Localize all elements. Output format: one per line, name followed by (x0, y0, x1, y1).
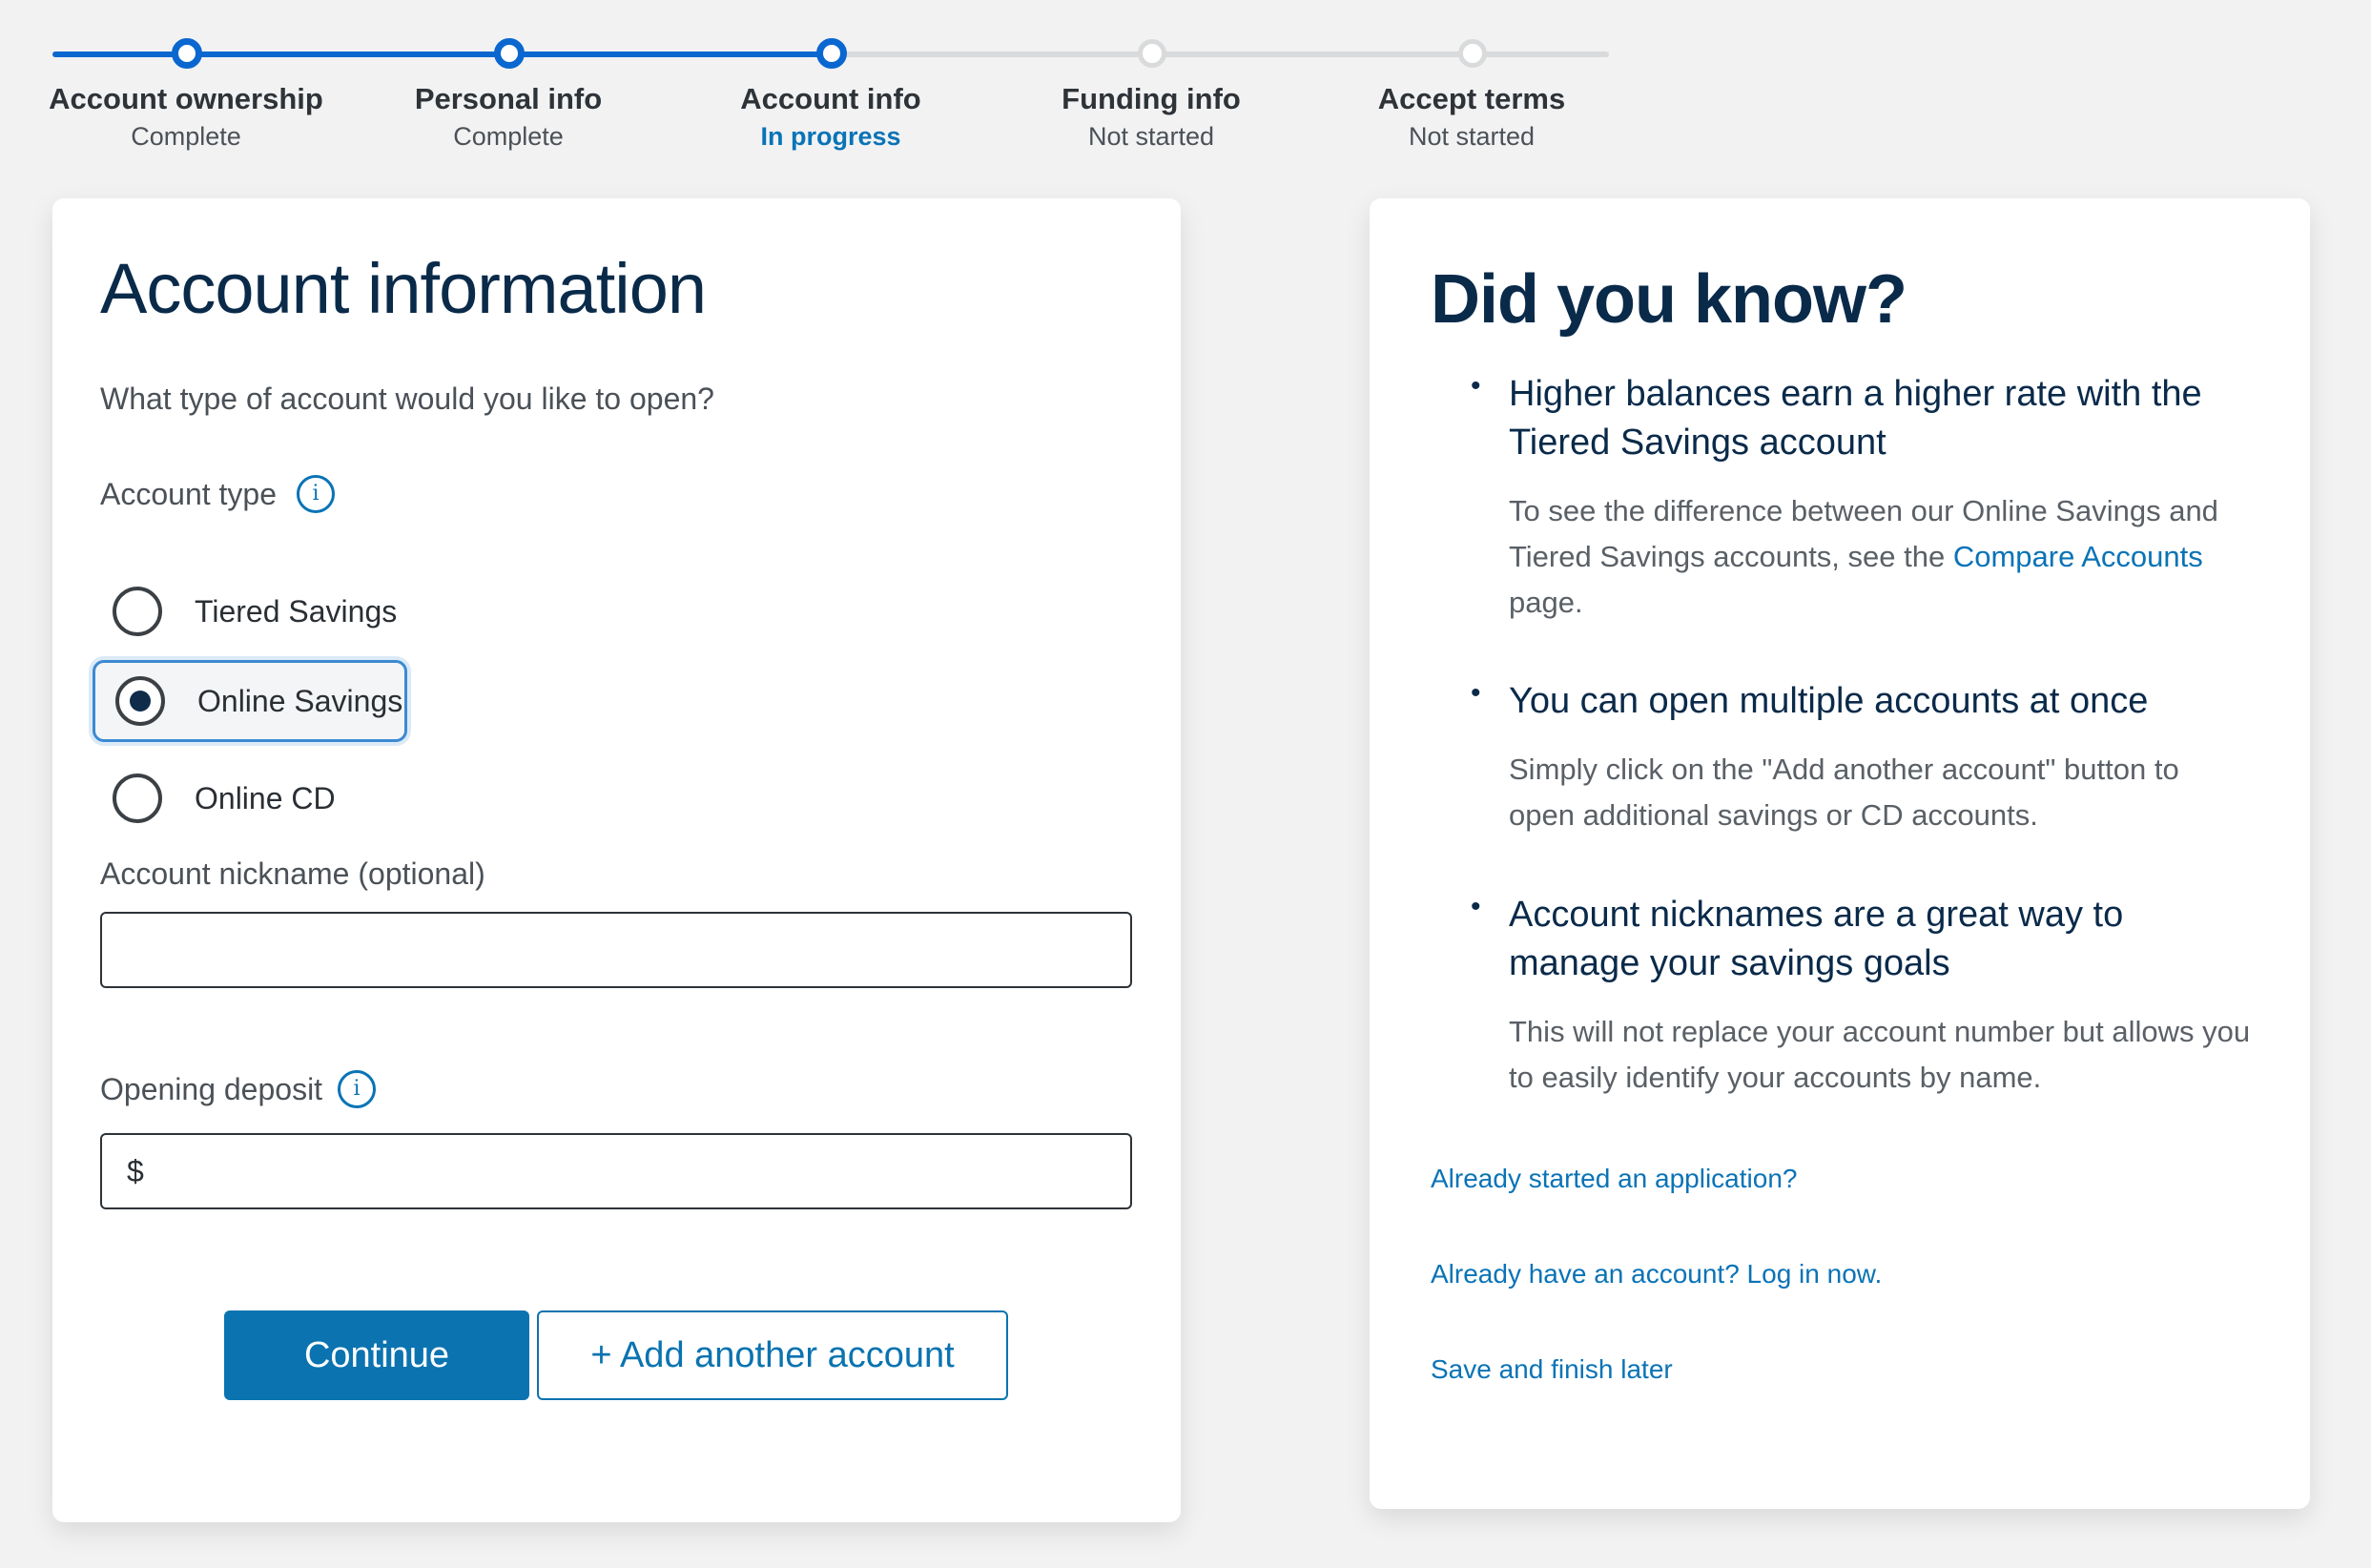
radio-tiered-savings[interactable] (95, 570, 398, 652)
tip-body (1509, 488, 2253, 626)
radio-label: Online Savings (197, 683, 403, 718)
nickname-input[interactable] (100, 912, 1132, 988)
add-another-account-button[interactable]: + Add another account (537, 1310, 1008, 1400)
currency-prefix: $ (127, 1154, 144, 1188)
step-dot-icon (816, 38, 847, 69)
step-status: In progress (760, 122, 901, 151)
did-you-know-title: Did you know? (1431, 261, 1907, 338)
bullet-icon: • (1471, 677, 1481, 709)
step-dot-icon (172, 38, 202, 69)
account-type-label: Account type (100, 477, 277, 511)
tip-heading: Higher balances earn a higher rate with the Tiered Savings account (1509, 374, 2202, 463)
radio-button[interactable] (113, 587, 162, 636)
step-dot-icon (494, 38, 525, 69)
step-name: Personal info (414, 82, 603, 115)
step-name: Accept terms (1377, 82, 1566, 115)
progress-stepper (0, 0, 1640, 172)
tip-heading: Account nicknames are a great way to manage your savings goals (1509, 895, 2124, 983)
tip-higher-balances (1471, 370, 2253, 626)
step-name: Account info (740, 82, 921, 115)
login-link[interactable]: Already have an account? Log in now. (1431, 1259, 1883, 1289)
radio-button[interactable] (113, 774, 162, 823)
page-title: Account information (100, 249, 707, 328)
bullet-icon: • (1471, 370, 1481, 402)
radio-button[interactable] (115, 676, 165, 726)
opening-deposit-label: Opening deposit (100, 1072, 323, 1106)
already-started-application-link[interactable]: Already started an application? (1431, 1164, 1798, 1193)
step-name: Account ownership (49, 82, 323, 115)
save-finish-later-link[interactable]: Save and finish later (1431, 1354, 1673, 1384)
compare-accounts-link[interactable]: Compare Accounts (1952, 540, 2203, 573)
tip-account-nicknames (1471, 891, 2253, 1101)
step-dot-icon (1138, 39, 1166, 68)
tip-body: Simply click on the "Add another account" button to open additional savings or CD accounts. (1509, 753, 2179, 832)
tip-heading: You can open multiple accounts at once (1509, 681, 2149, 721)
account-type-question: What type of account would you like to open? (100, 382, 714, 416)
tip-body: This will not replace your account number but allows you to easily identify your accounts by name. (1509, 1015, 2251, 1094)
step-dot-icon (1458, 39, 1487, 68)
tip-body-text: To see the difference between our Online Savings and Tiered Savings accounts, see the (1509, 494, 2218, 573)
tip-multiple-accounts (1471, 677, 2253, 838)
account-information-card (52, 198, 1181, 1522)
radio-online-cd[interactable] (95, 757, 381, 839)
did-you-know-card (1370, 198, 2310, 1509)
continue-button[interactable]: Continue (224, 1310, 529, 1400)
opening-deposit-info-icon[interactable]: i (338, 1070, 376, 1108)
step-status: Complete (131, 122, 241, 151)
account-type-info-icon[interactable]: i (297, 475, 335, 513)
opening-deposit-input[interactable] (100, 1133, 1132, 1209)
tip-body-text: page. (1509, 586, 1583, 619)
nickname-label: Account nickname (optional) (100, 856, 485, 891)
step-status: Not started (1408, 122, 1536, 151)
step-name: Funding info (1062, 82, 1241, 115)
stepper-progress-fill (52, 52, 833, 57)
radio-label: Tiered Savings (195, 593, 398, 629)
bullet-icon: • (1471, 891, 1481, 922)
radio-online-savings[interactable] (93, 660, 407, 742)
radio-label: Online CD (195, 780, 336, 815)
step-status: Complete (453, 122, 564, 151)
step-status: Not started (1087, 122, 1215, 151)
